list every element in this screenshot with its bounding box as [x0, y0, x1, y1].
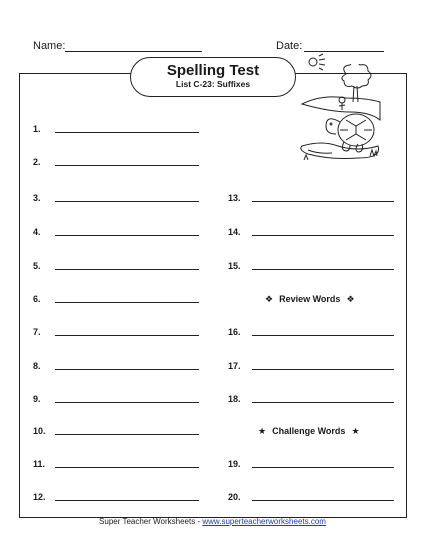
answer-row-11 [33, 459, 203, 471]
answer-line[interactable] [252, 500, 394, 501]
item-number: 3. [33, 193, 41, 203]
answer-row-15 [228, 261, 398, 273]
date-label: Date: [276, 40, 303, 52]
item-number: 7. [33, 327, 41, 337]
item-number: 12. [33, 492, 46, 502]
item-number: 1. [33, 124, 41, 134]
answer-line[interactable] [55, 369, 199, 370]
footer-text: Super Teacher Worksheets - [99, 517, 203, 526]
answer-line[interactable] [55, 235, 199, 236]
item-number: 15. [228, 261, 241, 271]
answer-row-4 [33, 227, 203, 239]
item-number: 10. [33, 426, 46, 436]
answer-row-17 [228, 361, 398, 373]
answer-line[interactable] [55, 165, 199, 166]
answer-line[interactable] [252, 235, 394, 236]
item-number: 18. [228, 394, 241, 404]
challenge-words-heading [252, 426, 366, 437]
item-number: 4. [33, 227, 41, 237]
item-number: 5. [33, 261, 41, 271]
answer-line[interactable] [55, 132, 199, 133]
item-number: 19. [228, 459, 241, 469]
item-number: 9. [33, 394, 41, 404]
answer-row-16 [228, 327, 398, 339]
item-number: 13. [228, 193, 241, 203]
diamond-icon: ❖ [265, 294, 274, 304]
item-number: 8. [33, 361, 41, 371]
answer-line[interactable] [252, 269, 394, 270]
answer-row-10 [33, 426, 203, 438]
answer-line[interactable] [55, 302, 199, 303]
answer-row-9 [33, 394, 203, 406]
name-label: Name: [33, 40, 66, 52]
answer-row-1 [33, 124, 203, 136]
answer-row-20 [228, 492, 398, 504]
answer-line[interactable] [252, 201, 394, 202]
review-words-label: Review Words [279, 294, 341, 304]
answer-row-18 [228, 394, 398, 406]
diamond-icon: ❖ [346, 294, 355, 304]
item-number: 6. [33, 294, 41, 304]
answer-row-19 [228, 459, 398, 471]
item-number: 16. [228, 327, 241, 337]
answer-line[interactable] [55, 269, 199, 270]
answer-line[interactable] [55, 201, 199, 202]
answer-row-3 [33, 193, 203, 205]
answer-line[interactable] [55, 467, 199, 468]
item-number: 20. [228, 492, 241, 502]
name-field[interactable] [65, 51, 202, 52]
answer-row-13 [228, 193, 398, 205]
footer-link[interactable]: www.superteacherworksheets.com [202, 517, 326, 526]
answer-line[interactable] [252, 369, 394, 370]
answer-line[interactable] [252, 467, 394, 468]
review-words-heading [259, 294, 361, 305]
page-title: Spelling Test [166, 62, 260, 79]
answer-line[interactable] [55, 500, 199, 501]
footer [0, 517, 425, 526]
answer-line[interactable] [252, 402, 394, 403]
answer-row-14 [228, 227, 398, 239]
answer-line[interactable] [55, 434, 199, 435]
answer-row-7 [33, 327, 203, 339]
star-icon: ★ [258, 426, 267, 436]
answer-row-8 [33, 361, 203, 373]
answer-line[interactable] [55, 335, 199, 336]
star-icon: ★ [351, 426, 360, 436]
challenge-words-label: Challenge Words [272, 426, 346, 436]
answer-row-5 [33, 261, 203, 273]
answer-line[interactable] [252, 335, 394, 336]
item-number: 17. [228, 361, 241, 371]
answer-line[interactable] [55, 402, 199, 403]
title-banner [130, 57, 296, 97]
item-number: 11. [33, 459, 46, 469]
answer-row-12 [33, 492, 203, 504]
turtle-illustration-icon [296, 64, 382, 170]
page-subtitle: List C-23: Suffixes [175, 79, 251, 89]
answer-row-6 [33, 294, 203, 306]
item-number: 14. [228, 227, 241, 237]
item-number: 2. [33, 157, 41, 167]
answer-row-2 [33, 157, 203, 169]
